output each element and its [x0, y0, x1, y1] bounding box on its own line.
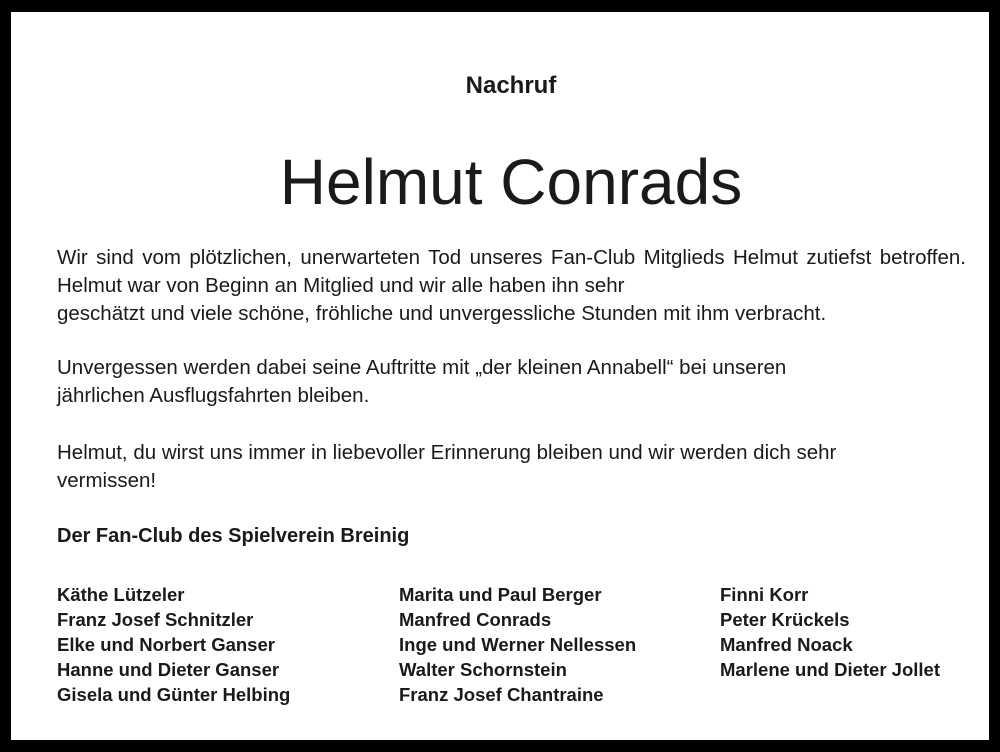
paragraph-3 — [57, 439, 966, 495]
mourner-name: Käthe Lützeler — [57, 584, 185, 605]
mourner-name: Franz Josef Chantraine — [399, 684, 604, 705]
paragraph-1-last-line: geschätzt und viele schöne, fröhliche und unvergessliche Stunden mit ihm verbracht. — [57, 302, 827, 325]
paragraph-2-last-line: jährlichen Ausflugsfahrten bleiben. — [57, 384, 370, 407]
mourner-name: Walter Schornstein — [399, 659, 567, 680]
mourner-name: Peter Krückels — [720, 609, 850, 630]
paragraph-3-last-line: vermissen! — [57, 469, 157, 492]
paragraph-3-body: Helmut, du wirst uns immer in liebevoller Erinnerung bleiben und wir werden dich sehr — [57, 441, 837, 464]
mourner-name: Hanne und Dieter Ganser — [57, 659, 280, 680]
mourner-name: Manfred Conrads — [399, 609, 552, 630]
mourner-name: Finni Korr — [720, 584, 809, 605]
paragraph-1-body: Wir sind vom plötzlichen, unerwarteten Tod unseres Fan-Club Mitglieds Helmut zutiefst betroffen. Helmut war von Beginn an Mitglied und wir alle haben ihn sehr — [57, 246, 966, 297]
names-column-3 — [720, 582, 940, 682]
mourner-name: Franz Josef Schnitzler — [57, 609, 254, 630]
mourner-name: Manfred Noack — [720, 634, 853, 655]
mourner-name: Elke und Norbert Ganser — [57, 634, 275, 655]
mourner-name: Marlene und Dieter Jollet — [720, 659, 940, 680]
names-column-2 — [399, 582, 636, 707]
paragraph-1 — [57, 244, 966, 328]
mourner-name: Inge und Werner Nellessen — [399, 634, 637, 655]
deceased-name: Helmut Conrads — [279, 146, 743, 218]
names-column-1 — [57, 582, 290, 707]
paragraph-2 — [57, 354, 966, 410]
notice-title: Nachruf — [465, 72, 557, 99]
mourner-name: Marita und Paul Berger — [399, 584, 602, 605]
mourner-name: Gisela und Günter Helbing — [57, 684, 291, 705]
club-signature: Der Fan-Club des Spielverein Breinig — [57, 525, 410, 547]
paragraph-2-body: Unvergessen werden dabei seine Auftritte mit „der kleinen Annabell“ bei unseren — [57, 356, 787, 379]
